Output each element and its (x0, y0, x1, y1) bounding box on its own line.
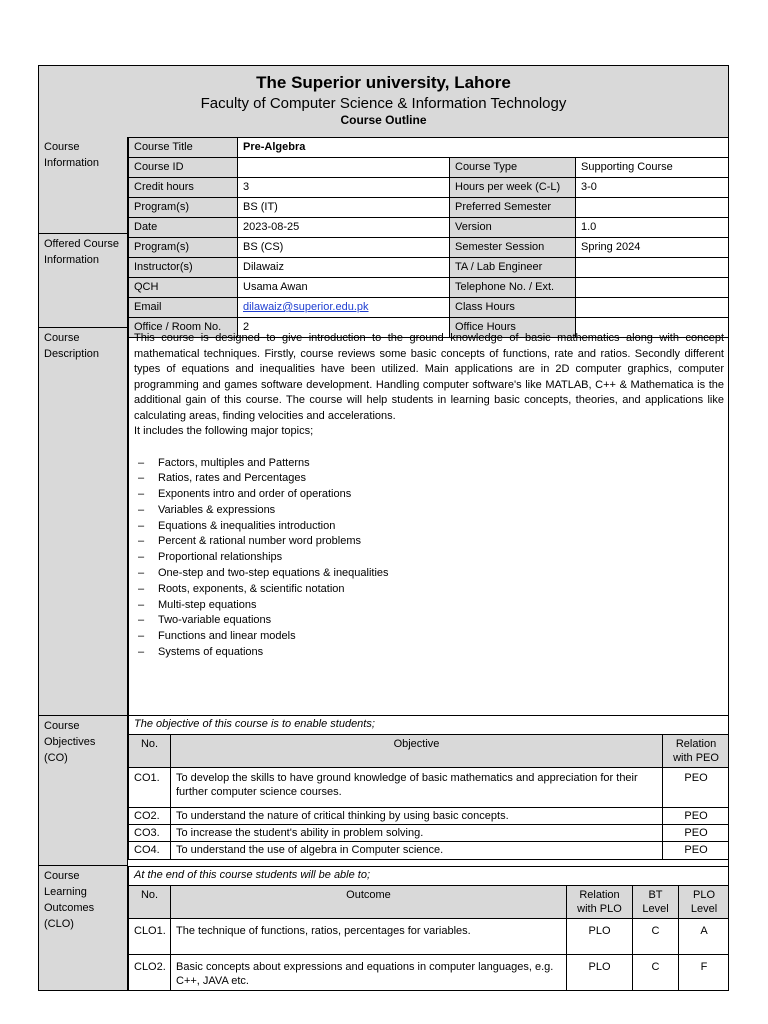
list-item: – Equations & inequalities introduction (134, 519, 724, 535)
table-row (129, 768, 730, 808)
column-header: Relation with PEO (663, 735, 730, 768)
ta-value (576, 258, 730, 278)
clo-plo-level: F (679, 955, 730, 992)
table-row (129, 919, 730, 955)
table-row (129, 735, 730, 768)
clo-text: Basic concepts about expressions and equations in computer languages, e.g. C++, JAVA etc. (171, 955, 567, 992)
list-item: – Ratios, rates and Percentages (134, 471, 724, 487)
clo-number: CLO1. (129, 919, 171, 955)
section-label-course-info: Course Information (39, 137, 128, 234)
course-outline-document (38, 65, 729, 991)
info-label: Version (450, 218, 576, 238)
course-info-table (128, 137, 729, 338)
info-label: Semester Session (450, 238, 576, 258)
semester-session-value: Spring 2024 (576, 238, 730, 258)
table-row (129, 218, 730, 238)
info-label: Course Title (129, 138, 238, 158)
list-item: – Multi-step equations (134, 598, 724, 614)
table-row (129, 842, 730, 860)
offered-program-value: BS (CS) (238, 238, 450, 258)
section-label-clo: Course Learning Outcomes (CLO) (39, 866, 128, 991)
email-cell (238, 298, 450, 318)
telephone-value (576, 278, 730, 298)
info-label: Credit hours (129, 178, 238, 198)
table-row (129, 158, 730, 178)
hours-week-value: 3-0 (576, 178, 730, 198)
course-type-value: Supporting Course (576, 158, 730, 178)
email-link[interactable]: dilawaiz@superior.edu.pk (243, 301, 369, 313)
objectives-intro: The objective of this course is to enable students; (129, 716, 730, 735)
objectives-table (128, 716, 729, 860)
course-description (128, 328, 729, 716)
clo-table (128, 866, 729, 991)
clo-intro: At the end of this course students will be able to; (129, 867, 730, 886)
topics-list (134, 456, 724, 661)
info-label: Course ID (129, 158, 238, 178)
info-label: QCH (129, 278, 238, 298)
info-label: TA / Lab Engineer (450, 258, 576, 278)
course-title-value: Pre-Algebra (238, 138, 730, 158)
qch-value: Usama Awan (238, 278, 450, 298)
table-row (129, 955, 730, 992)
table-row (129, 716, 730, 735)
clo-number: CLO2. (129, 955, 171, 992)
objective-text: To increase the student's ability in problem solving. (171, 825, 663, 842)
faculty-name: Faculty of Computer Science & Information Technology (200, 95, 567, 112)
clo-bt-level: C (633, 919, 679, 955)
info-label: Program(s) (129, 238, 238, 258)
section-label-objectives: Course Objectives (CO) (39, 716, 128, 866)
table-row (129, 298, 730, 318)
clo-relation: PLO (567, 919, 633, 955)
course-id-value (238, 158, 450, 178)
class-hours-value (576, 298, 730, 318)
objective-number: CO4. (129, 842, 171, 860)
objective-text: To understand the use of algebra in Computer science. (171, 842, 663, 860)
info-label: Class Hours (450, 298, 576, 318)
list-item: – Functions and linear models (134, 629, 724, 645)
date-value: 2023-08-25 (238, 218, 450, 238)
info-label: Telephone No. / Ext. (450, 278, 576, 298)
instructor-value: Dilawaiz (238, 258, 450, 278)
list-item: – Two-variable equations (134, 613, 724, 629)
university-name: The Superior university, Lahore (256, 73, 511, 92)
program-value: BS (IT) (238, 198, 450, 218)
objective-text: To understand the nature of critical thinking by using basic concepts. (171, 808, 663, 825)
info-label: Email (129, 298, 238, 318)
table-row (129, 238, 730, 258)
info-label: Office / Room No. (129, 318, 238, 338)
preferred-semester-value (576, 198, 730, 218)
list-item: – Systems of equations (134, 645, 724, 661)
column-header: Objective (171, 735, 663, 768)
objective-number: CO3. (129, 825, 171, 842)
list-item: – Proportional relationships (134, 550, 724, 566)
list-item: – Variables & expressions (134, 503, 724, 519)
table-row (129, 867, 730, 886)
version-value: 1.0 (576, 218, 730, 238)
info-label: Hours per week (C-L) (450, 178, 576, 198)
column-header: BT Level (633, 886, 679, 919)
objective-number: CO1. (129, 768, 171, 808)
table-row (129, 178, 730, 198)
office-value: 2 (238, 318, 450, 338)
objective-relation: PEO (663, 825, 730, 842)
table-row (129, 825, 730, 842)
list-item: – One-step and two-step equations & inequalities (134, 566, 724, 582)
objective-text: To develop the skills to have ground knowledge of basic mathematics and appreciation for their further computer science courses. (171, 768, 663, 808)
clo-relation: PLO (567, 955, 633, 992)
column-header: No. (129, 886, 171, 919)
column-header: Outcome (171, 886, 567, 919)
info-label: Office Hours (450, 318, 576, 338)
column-header: PLO Level (679, 886, 730, 919)
clo-text: The technique of functions, ratios, percentages for variables. (171, 919, 567, 955)
section-label-offered: Offered Course Information (39, 234, 128, 328)
clo-plo-level: A (679, 919, 730, 955)
objective-relation: PEO (663, 842, 730, 860)
objective-relation: PEO (663, 768, 730, 808)
document-header (39, 66, 728, 138)
list-item: – Percent & rational number word problems (134, 534, 724, 550)
objective-number: CO2. (129, 808, 171, 825)
description-includes: It includes the following major topics; (134, 425, 314, 437)
list-item: – Factors, multiples and Patterns (134, 456, 724, 472)
credit-hours-value: 3 (238, 178, 450, 198)
section-label-description: Course Description (39, 328, 128, 716)
info-label: Program(s) (129, 198, 238, 218)
table-row (129, 258, 730, 278)
table-row (129, 886, 730, 919)
column-header: No. (129, 735, 171, 768)
description-paragraph: This course is designed to give introduction to the ground knowledge of basic mathematics along with concept mathematical techniques. Firstly, course reviews some basic concepts of functions, rate and ratios. Secondly different types of equations and inequalities have been utilized. Main applications are in 2D computer graphics, computer programming and games software development. Handling computer software's like MATLAB, C++ & Mathematica is the additional gain of this course. The course will help students in learning basic concepts, theories, and applications like calculating areas, finding velocities and accelerations. (134, 332, 724, 422)
table-row (129, 138, 730, 158)
info-label: Preferred Semester (450, 198, 576, 218)
list-item: – Exponents intro and order of operations (134, 487, 724, 503)
clo-bt-level: C (633, 955, 679, 992)
document-title: Course Outline (340, 113, 427, 127)
table-row (129, 278, 730, 298)
objective-relation: PEO (663, 808, 730, 825)
info-label: Date (129, 218, 238, 238)
table-row (129, 808, 730, 825)
column-header: Relation with PLO (567, 886, 633, 919)
table-row (129, 198, 730, 218)
list-item: – Roots, exponents, & scientific notation (134, 582, 724, 598)
info-label: Instructor(s) (129, 258, 238, 278)
info-label: Course Type (450, 158, 576, 178)
